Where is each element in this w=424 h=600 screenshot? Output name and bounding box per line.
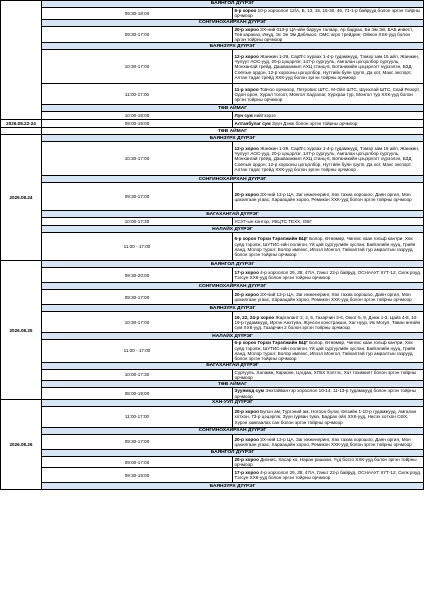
area-lead: 6-р хороо Горхи Тэрэлжийн БЦГ [234, 340, 308, 346]
area-description [233, 26, 424, 43]
schedule-row [1, 268, 424, 283]
area-lead: 20-р хороо [234, 436, 259, 442]
area-description [233, 84, 424, 105]
area-description [233, 388, 424, 400]
area-description [233, 456, 424, 468]
schedule-row [1, 50, 424, 84]
schedule-row [1, 340, 424, 362]
time-range: 09:00-17:00 [42, 456, 233, 468]
district-header: ТӨВ АЙМАГ [42, 105, 424, 112]
district-header-row [1, 399, 424, 406]
district-header: БАЯНГОЛ ДҮҮРЭГ [42, 1, 424, 8]
district-header-row [1, 128, 424, 135]
schedule-row [1, 183, 424, 211]
schedule-row [1, 26, 424, 43]
area-description [233, 120, 424, 128]
area-lead: 20-р хороо [234, 408, 259, 414]
area-lead: 20-р хороо [234, 26, 259, 32]
date-cell [1, 128, 42, 135]
area-detail: Сургууль, Халамж, Караоке, Цэгдаа, ХГБХ Хэлтэс, Хот тохижилт болон эргэн тойрны орчмоор [234, 369, 417, 380]
district-header-row [1, 19, 424, 26]
schedule-row [1, 233, 424, 261]
district-header: БАГАХАНГАЙ ДҮҮРЭГ [42, 211, 424, 218]
schedule-row [1, 388, 424, 400]
time-range: 09:30-18:00 [42, 8, 233, 20]
district-header-row [1, 449, 424, 456]
district-header-row [1, 333, 424, 340]
area-detail: Энхтайван гэр хороолол 10-14, 11-13-р гудамжууд болон эргэн тойрны орчмоор [234, 388, 416, 399]
time-range: 09:30-19:00 [42, 468, 233, 483]
district-header: БАЯНЗҮРХ ДҮҮРЭГ [42, 135, 424, 142]
area-description [233, 290, 424, 305]
area-detail: УСУГ-ын контор, УБЦТС ТЕХХ, ОБГ [234, 219, 312, 225]
date-cell: 2026.08.25 [1, 261, 42, 399]
district-header-row [1, 43, 424, 50]
area-description [233, 50, 424, 84]
schedule-row [1, 8, 424, 20]
schedule-table-body [1, 1, 424, 490]
time-range: 11:00-17:00 [42, 406, 233, 427]
area-description [233, 218, 424, 226]
district-header: ХАН-УУЛ ДҮҮРЭГ [42, 399, 424, 406]
area-detail: 4-р хороолол 26, 38, 47/А, Ганьт 22-р байруд, ОСНААУГ ХҮТ-12, Силк роуд, Тэгсун ХХК-ууд болон эргэн тойрны орчмоор [234, 270, 422, 281]
district-header-row [1, 135, 424, 142]
area-detail: Жанжин 1-29, Сарימс хураах 1-4-р гудамжууд, Тэмэр зам 15 айл, Жанжин, Чулуут АОС-ууд, 20-р цэцэрлэг, 147-р сургууль, Амгалан цогцолбор сургууль, Монхангай трейд, Дашваанжил АХЦ станц-6, Ботаникийн цэцэрлэгт хүрээлэн, БЗД Соёлын ордон, 12-р хорооны цогцолбор, Нуттийн буян групп, Да хот, Макс экспорт, Алтан тадаг трейд ХХК-ууд болон эргэн тойрны орчмоор [234, 145, 420, 172]
area-lead: 17-р хороо [234, 270, 259, 276]
area-description [233, 434, 424, 449]
district-header-row [1, 176, 424, 183]
district-header: СОНГИНОХАЙРХАН ДҮҮРЭГ [42, 176, 424, 183]
area-lead: 12-р хороо [234, 145, 259, 151]
district-header: БАГАХАНГАЙ ДҮҮРЭГ [42, 362, 424, 369]
district-header-row [1, 305, 424, 312]
schedule-row [1, 120, 424, 128]
area-detail: Жанжин 1-29, Сарימс хураах 1-4-р гудамжууд, Тэмэр зам 15 айл, Жанжин, Чулуут АОС-ууд, 20-р цэцэрлэг, 147-р сургууль, Амгалан цогцолбор сургууль, Монхангай трейд, Дашваанжил АХЦ станц-6, Ботаникийн цэцэрлэгт хүрээлэн, БЗД Соёлын ордон, 12-р хорооны цогцолбор, Нуттийн буян групп, Да хот, Макс экспорт, Алтан тадаг трейд ХХК-ууд болон эргэн тойрны орчмоор [234, 53, 420, 80]
area-detail: Зүүн Дэнж болон эргэн тойрны орчмоор [270, 121, 358, 127]
schedule-row [1, 112, 424, 120]
district-header: СОНГИНОХАЙРХАН ДҮҮРЭГ [42, 283, 424, 290]
area-description [233, 312, 424, 333]
area-description [233, 142, 424, 176]
area-description [233, 112, 424, 120]
area-lead: 6-р хороо Горхи Тэрэлжийн БЦГ [234, 236, 308, 242]
district-header: СОНГИНОХАЙРХАН ДҮҮРЭГ [42, 19, 424, 26]
area-lead: 20-р хороо [234, 456, 259, 462]
district-header: ТӨВ АЙМАГ [42, 381, 424, 388]
district-header: БАЯНГОЛ ДҮҮРЭГ [42, 449, 424, 456]
area-lead: Лүн сум [234, 113, 253, 119]
time-range: 11:00-17:00 [42, 84, 233, 105]
area-detail: ЗХ-ний 13-р ЦА, Заг инженеринг, Хөх тахиа хорошоо, Даян оргил, Мон цахилгаан угаас, Хараацайн хороо, Ремикон ХХК-ууд болон эргэн тойрны орчмоор [234, 191, 412, 202]
district-header-row [1, 211, 424, 218]
area-description [233, 468, 424, 483]
area-detail: Бугын ам, Тургэний ам, Ногоон бүлаг, Өлзийн 1-10-р гудамжууд, Амгалан хотхон, 73-р цэцэрлэг, Зүүн гурван тумэ, Бадрах ойл ХХК-ууд, Нисэх хотхон СӨХ, Хүрэн хамгаалах сан болон эргэн тойрны орчмоор [234, 408, 417, 425]
area-detail: Болор, Өтөөмөр, Чингис хаан гольф кантри, Хөх сувд тэрэлж, ШУТИС-ийн полигон, Үй цай сургуулийн зуслан, Байгалийн нууц, Грийн ланд, Молор туршт, Болор импекс, Ивээл Монгол, Гайхалтай тур амралтын газрууд болон эргэн тойрны орчмоор [234, 340, 416, 362]
district-header: НАЛАЙХ ДҮҮРЭГ [42, 333, 424, 340]
area-description [233, 8, 424, 20]
time-range: 09:00-19:00 [42, 120, 233, 128]
district-header-row [1, 381, 424, 388]
time-range: 10:00-17:30 [42, 218, 233, 226]
time-range: 10:00-18:00 [42, 112, 233, 120]
schedule-row [1, 290, 424, 305]
date-cell: 2026.08.22-24 [1, 120, 42, 128]
district-header-row [1, 362, 424, 369]
area-description [233, 183, 424, 211]
district-header-row [1, 226, 424, 233]
time-range: 11:00 - 17:00 [42, 233, 233, 261]
date-cell: 2026.08.26 [1, 399, 42, 490]
schedule-row [1, 84, 424, 105]
area-lead: Зуунмод сум [234, 388, 264, 394]
district-header: НАЛАЙХ ДҮҮРЭГ [42, 226, 424, 233]
area-lead: Алтанбулаг сум [234, 121, 271, 127]
district-header-row [1, 283, 424, 290]
time-range: 10:00-17:30 [42, 369, 233, 381]
area-lead: 6-р хороо [234, 8, 257, 13]
time-range: 10:30-17:00 [42, 142, 233, 176]
time-range: 09:30-17:00 [42, 26, 233, 43]
date-cell: 2026.08.24 [1, 135, 42, 261]
district-header: СОНГИНОХАЙРХАН ДҮҮРЭГ [42, 427, 424, 434]
time-range: 11:00 - 17:00 [42, 340, 233, 362]
area-description [233, 369, 424, 381]
schedule-row [1, 218, 424, 226]
schedule-row [1, 312, 424, 333]
time-range: 08:00-19:00 [42, 388, 233, 400]
district-header: БАЯНЗҮРХ ДҮҮРЭГ [42, 43, 424, 50]
area-lead: 11-р хороо [234, 86, 259, 92]
area-detail: Болор, Өтөөмөр, Чингис хаан гольф кантри, Хөх сувд тэрэлж, ШУТИС-ийн полигон, Үй цай сургуулийн зуслан, Байгалийн нууц, Грийн ланд, Молор туршт, Болор импекс, Ивээл Монгол, Гайхалтай тур амралтын газрууд болон эргэн тойрны орчмоор [234, 236, 416, 258]
district-header-row [1, 427, 424, 434]
time-range: 10:30-17:00 [42, 50, 233, 84]
area-detail: ЗХ-ний 13-р ЦА, Заг инженеринг, Хөх тахиа хорошоо, Даян оргил, Мон цахилгаан угаас, Хараацайн хороо, Ремикон ХХК-ууд болон эргэн тойрны орчмоор [234, 292, 412, 303]
area-detail: Жаргалант 2, 4, 5, Газарчин 3-6, Оюот 5, 9, Дэнж 1-3, Цайз 4-8, 10-19-р гудамжууд, Иргэн Анхтуяа, Жунсон констракшн, Хаг нуур, Их Могул, Таван өнгийн сүм ХХК-ууд, Газарчин 2 болон эргэн тойрны орчмоор [234, 314, 421, 331]
district-header: ТӨВ АЙМАГ [42, 128, 424, 135]
area-lead: 20-р хороо [234, 292, 259, 298]
district-header-row [1, 105, 424, 112]
area-lead: 19, 22, 24-р хороо [234, 314, 275, 320]
area-detail: ЗХ-ний 013-р ЦА-ийн баруун талаар, Ар бадрах, Би Эм Эй, БАБ инвест, Тев караказ, Инуд, Эс Эн Эм Дабльюо, ОМС агро трейдинг, Ойжон ХХК-ууд болон эргэн тойрны орчмоор [234, 26, 413, 43]
schedule-row [1, 468, 424, 483]
district-header-row [1, 261, 424, 268]
area-lead: 12-р хороо [234, 53, 259, 59]
time-range: 09:30-17:00 [42, 290, 233, 305]
district-header-row [1, 1, 424, 8]
area-description [233, 268, 424, 283]
area-detail: нийтээрээ [252, 113, 276, 119]
time-range: 09:30-20:00 [42, 268, 233, 283]
district-header: БАЯНЗҮРХ ДҮҮРЭГ [42, 305, 424, 312]
area-detail: Дионис, Хасар ко, Наран рашаан, Үүд босго ХХК-ууд болон эргэн тойрны орчмоор [234, 456, 417, 468]
area-description [233, 340, 424, 362]
district-header: БАЯНГОЛ ДҮҮРЭГ [42, 261, 424, 268]
area-detail: Товчоо орчмоор, Петровис ШТС, М-Ойл ШТС, Шунхлай ШТС, Скай Резорт, Одон орон, Хурал тогоот, Монгол Хадгалаг, Хурхраа тур, Монгол тур ХХК-ууд болон эргэн тойрны орчмоор [234, 86, 420, 103]
area-detail: 10-р хороолол 12/А, Б, 13, 15, 15-30, 46, 71-1-р байрууд болон эргэн тойрны орчмоор [234, 8, 421, 19]
schedule-row [1, 369, 424, 381]
area-detail: 4-р хороолол 26, 38, 47/А, Ганьт 22-р байруд, ОСНААУГ ХҮТ-12, Силк роуд, Тэгсун ХХК-ууд болон эргэн тойрны орчмоор [234, 470, 422, 481]
date-cell [1, 1, 42, 120]
area-description [233, 233, 424, 261]
area-lead: 17-р хороо [234, 470, 259, 476]
area-lead: 20-р хороо [234, 191, 259, 197]
time-range: 10:30-17:00 [42, 312, 233, 333]
time-range: 09:30-17:00 [42, 183, 233, 211]
schedule-row [1, 456, 424, 468]
area-description [233, 406, 424, 427]
district-header-row [1, 483, 424, 490]
schedule-row [1, 142, 424, 176]
schedule-row [1, 406, 424, 427]
schedule-row [1, 434, 424, 449]
district-header: БАЯНЗҮРХ ДҮҮРЭГ [42, 483, 424, 490]
time-range: 09:30-17:00 [42, 434, 233, 449]
area-detail: ЗХ-ний 13-р ЦА, Заг инженеринг, Хөх тахиа хорошоо, Даян оргил, Мон цахилгаан угаас, Хараацайн хороо, Ремикон ХХК-ууд болон эргэн тойрны орчмоор [234, 436, 412, 447]
